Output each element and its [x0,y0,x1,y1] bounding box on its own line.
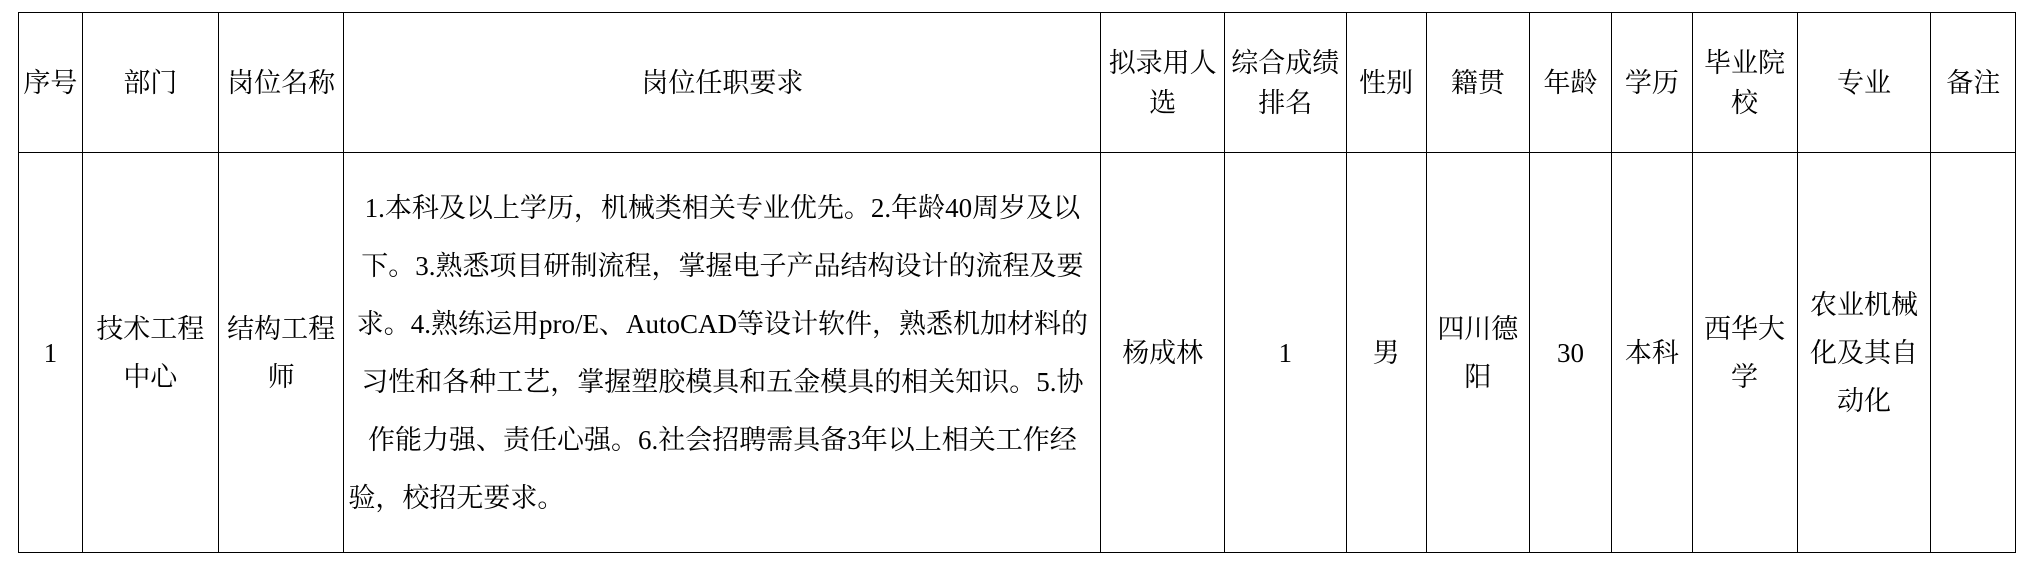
cell-seq [19,153,83,553]
column-header-candidate [1101,13,1225,153]
cell-requirements [344,153,1101,553]
column-header-major-label: 专业 [1837,67,1892,98]
column-header-age [1529,13,1611,153]
cell-education-value: 本科 [1624,337,1679,368]
column-header-gender-label: 性别 [1359,67,1414,98]
cell-school [1692,153,1797,553]
cell-candidate [1101,153,1225,553]
column-header-requirements-label: 岗位任职要求 [641,67,804,98]
cell-age [1529,153,1611,553]
column-header-seq [19,13,83,153]
cell-gender [1346,153,1426,553]
column-header-post-label: 岗位名称 [227,67,336,98]
cell-dept [82,153,218,553]
cell-native-place-value: 四川德阳 [1437,313,1519,392]
cell-rank [1224,153,1346,553]
column-header-education [1612,13,1692,153]
cell-requirements-value: 1.本科及以上学历，机械类相关专业优先。2.年龄40周岁及以下。3.熟悉项目研制流程，掌握电子产品结构设计的流程及要求。4.熟练运用pro/E、AutoCAD等设计软件，熟悉机加材料的习性和各种工艺，掌握塑胶模具和五金模具的相关知识。5.协作能力强、责任心强。6.社会招聘需具备3年以上相关工作经验，校招无要求。 [348,192,1089,513]
column-header-age-label: 年龄 [1543,67,1598,98]
column-header-rank-label: 综合成绩排名 [1231,47,1340,118]
column-header-remark [1931,13,2016,153]
column-header-dept-label: 部门 [123,67,178,98]
recruitment-table [18,12,2016,553]
column-header-candidate-label: 拟录用人选 [1108,47,1217,118]
table-header [19,13,2016,153]
cell-age-value: 30 [1557,337,1584,368]
cell-major [1797,153,1931,553]
header-row [19,13,2016,153]
column-header-post [218,13,344,153]
cell-rank-value: 1 [1278,337,1292,368]
column-header-major [1797,13,1931,153]
column-header-gender [1346,13,1426,153]
cell-native-place [1426,153,1529,553]
cell-major-value: 农业机械化及其自动化 [1810,289,1919,416]
cell-school-value: 西华大学 [1704,313,1786,392]
column-header-dept [82,13,218,153]
column-header-rank [1224,13,1346,153]
cell-dept-value: 技术工程中心 [96,313,205,392]
table-body [19,153,2016,553]
column-header-requirements [344,13,1101,153]
column-header-seq-label: 序号 [23,67,78,98]
table-row [19,153,2016,553]
cell-post [218,153,344,553]
column-header-education-label: 学历 [1624,67,1679,98]
column-header-native-place-label: 籍贯 [1450,67,1505,98]
cell-post-value: 结构工程师 [227,313,336,392]
cell-education [1612,153,1692,553]
cell-seq-value: 1 [43,337,58,368]
cell-remark [1931,153,2016,553]
column-header-native-place [1426,13,1529,153]
cell-candidate-value: 杨成林 [1122,337,1204,368]
column-header-school-label: 毕业院校 [1704,47,1786,118]
column-header-school [1692,13,1797,153]
column-header-remark-label: 备注 [1946,67,2001,98]
cell-gender-value: 男 [1372,337,1400,368]
